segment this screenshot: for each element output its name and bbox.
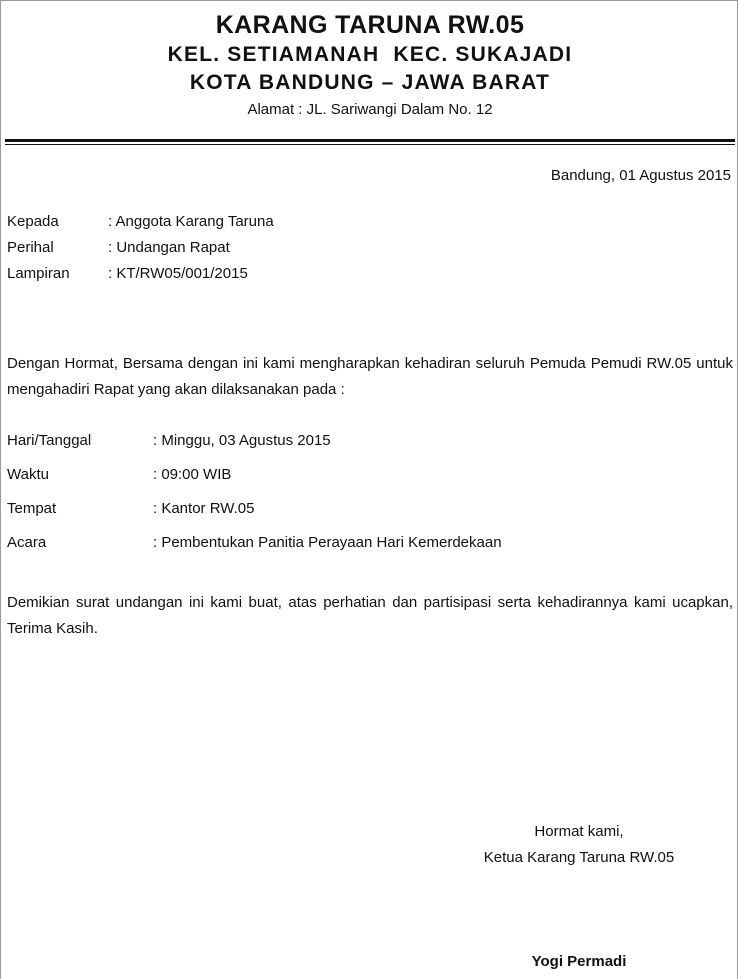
letterhead-divider-thick	[5, 139, 735, 142]
detail-value: : Kantor RW.05	[153, 500, 255, 517]
detail-label: Waktu	[7, 466, 49, 483]
meta-label: Kepada	[7, 213, 59, 230]
meta-value: : KT/RW05/001/2015	[108, 265, 248, 282]
organization-name: KARANG TARUNA RW.05	[215, 11, 525, 39]
signatory-name: Yogi Permadi	[531, 953, 627, 970]
district-line: KEL. SETIAMANAH KEC. SUKAJADI	[167, 43, 573, 66]
letter-meta	[7, 209, 274, 287]
meta-row-kepada	[7, 209, 274, 235]
address-line: Alamat : JL. Sariwangi Dalam No. 12	[247, 101, 493, 118]
letterhead-divider-thin	[5, 144, 735, 145]
detail-value: : Minggu, 03 Agustus 2015	[153, 432, 331, 449]
meta-label: Perihal	[7, 239, 54, 256]
meta-value: : Undangan Rapat	[108, 239, 230, 256]
meeting-details	[7, 428, 502, 564]
detail-row-date	[7, 428, 502, 462]
detail-label: Acara	[7, 534, 47, 551]
signature-salutation: Hormat kami,	[534, 823, 624, 840]
city-line: KOTA BANDUNG – JAWA BARAT	[189, 71, 551, 94]
detail-value: : 09:00 WIB	[153, 466, 232, 483]
meta-row-lampiran	[7, 261, 274, 287]
meta-value: : Anggota Karang Taruna	[108, 213, 274, 230]
detail-label: Tempat	[7, 500, 57, 517]
detail-label: Hari/Tanggal	[7, 432, 92, 449]
signature-position: Ketua Karang Taruna RW.05	[483, 849, 675, 866]
detail-row-time	[7, 462, 502, 496]
detail-row-agenda	[7, 530, 502, 564]
letterhead	[1, 9, 738, 121]
detail-row-place	[7, 496, 502, 530]
detail-value: : Pembentukan Panitia Perayaan Hari Kemerdekaan	[153, 534, 502, 551]
meta-label: Lampiran	[7, 265, 70, 282]
closing-paragraph: Demikian surat undangan ini kami buat, atas perhatian dan partisipasi serta kehadirannya kami ucapkan, Terima Kasih.	[7, 594, 733, 637]
letter-date: Bandung, 01 Agustus 2015	[550, 167, 731, 184]
meta-row-perihal	[7, 235, 274, 261]
opening-paragraph: Dengan Hormat, Bersama dengan ini kami mengharapkan kehadiran seluruh Pemuda Pemudi RW.05 untuk mengahadiri Rapat yang akan dilaksanakan pada :	[7, 355, 733, 398]
signature-block	[441, 819, 717, 871]
